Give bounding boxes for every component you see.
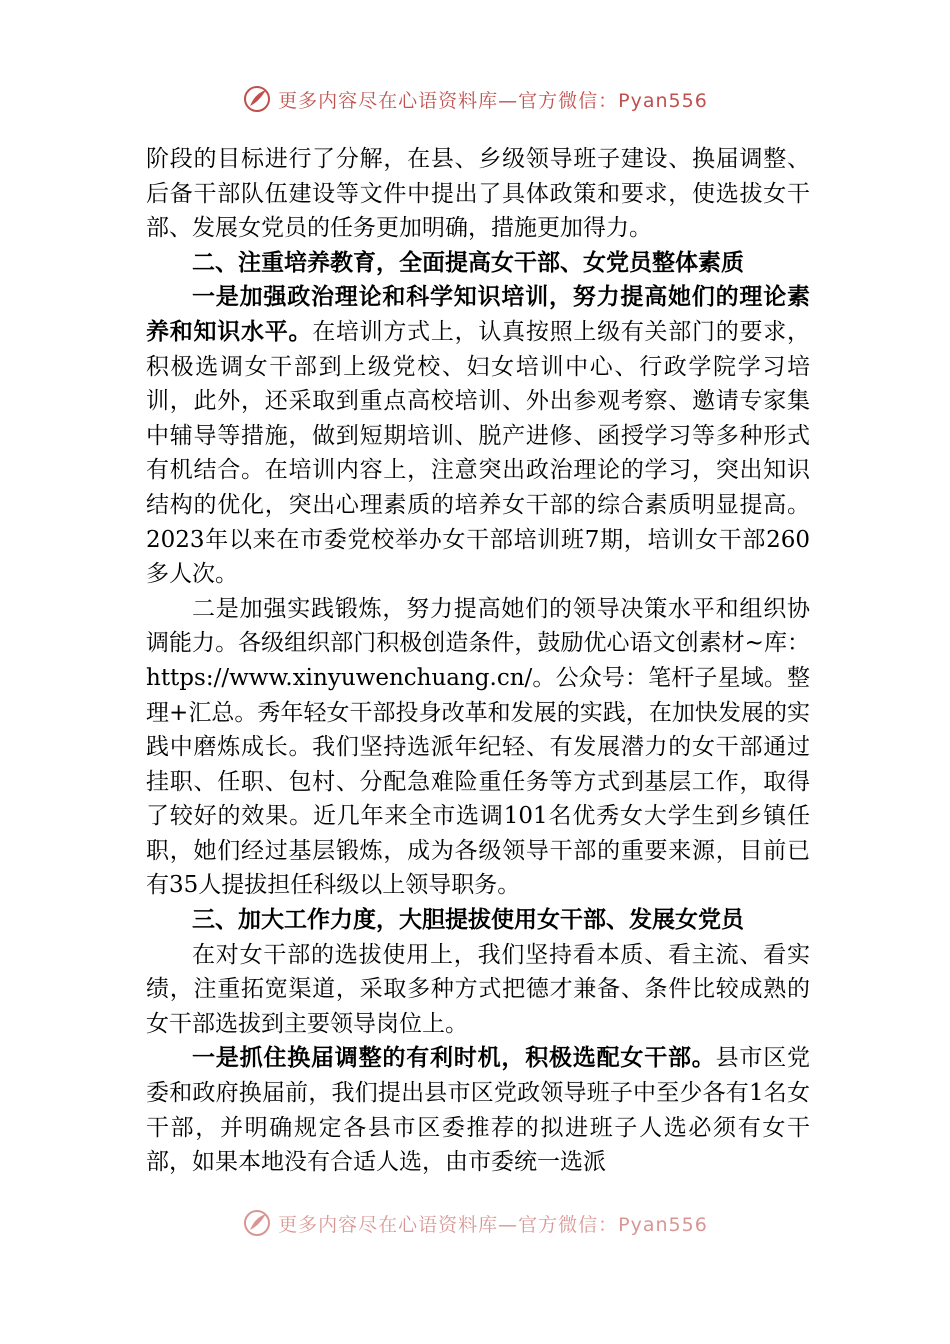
watermark-text: 更多内容尽在心语资料库—官方微信：Pyan556 — [278, 90, 708, 112]
paragraph-lead: 一是抓住换届调整的有利时机，积极选配女干部。 — [192, 1044, 716, 1072]
paragraph: 阶段的目标进行了分解，在县、乡级领导班子建设、换届调整、后备干部队伍建设等文件中提出了具体政策和要求，使选拔女干部、发展女党员的任务更加明确，措施更加得力。 — [146, 146, 810, 242]
paragraph: 在对女干部的选拔使用上，我们坚持看本质、看主流、看实绩，注重拓宽渠道，采取多种方式把德才兼备、条件比较成熟的女干部选拔到主要领导岗位上。 — [146, 941, 810, 1037]
paragraph: 一是抓住换届调整的有利时机，积极选配女干部。县市区党委和政府换届前，我们提出县市区党政领导班子中至少各有1名女干部，并明确规定各县市区委推荐的拟进班子人选必须有女干部，如果本地没有合适人选，由市委统一选派 — [146, 1044, 811, 1176]
document-body — [146, 142, 810, 1180]
feather-logo-icon — [242, 84, 272, 119]
section-heading: 三、加大工作力度，大胆提拔使用女干部、发展女党员 — [192, 906, 744, 934]
section-heading: 二、注重培养教育，全面提高女干部、女党员整体素质 — [192, 248, 744, 276]
paragraph: 二是加强实践锻炼，努力提高她们的领导决策水平和组织协调能力。各级组织部门积极创造条件，鼓励优心语文创素材~库：https://www.xinyuwenchuang.cn/。公众号：笔杆子星域。整理+汇总。秀年轻女干部投身改革和发展的实践，在加快发展的实践中磨炼成长。我们坚持选派年纪轻、有发展潜力的女干部通过挂职、任职、包村、分配急难险重任务等方式到基层工作，取得了较好的效果。近几年来全市选调101名优秀女大学生到乡镇任职，她们经过基层锻炼，成为各级领导干部的重要来源，目前已有35人提拔担任科级以上领导职务。 — [146, 595, 810, 899]
paragraph-lead: 一是加强政治理论和科学知识培训，努力提高她们的理论素养和知识水平。 — [146, 283, 810, 345]
watermark-text: 更多内容尽在心语资料库—官方微信：Pyan556 — [278, 1214, 708, 1236]
watermark-header — [0, 84, 950, 119]
paragraph: 一是加强政治理论和科学知识培训，努力提高她们的理论素养和知识水平。在培训方式上，认真按照上级有关部门的要求，积极选调女干部到上级党校、妇女培训中心、行政学院学习培训，此外，还采取到重点高校培训、外出参观考察、邀请专家集中辅导等措施，做到短期培训、脱产进修、函授学习等多种形式有机结合。在培训内容上，注意突出政治理论的学习，突出知识结构的优化，突出心理素质的培养女干部的综合素质明显提高。2023年以来在市委党校举办女干部培训班7期，培训女干部260多人次。 — [146, 283, 811, 588]
feather-logo-icon — [242, 1208, 272, 1243]
watermark-footer — [0, 1208, 950, 1243]
